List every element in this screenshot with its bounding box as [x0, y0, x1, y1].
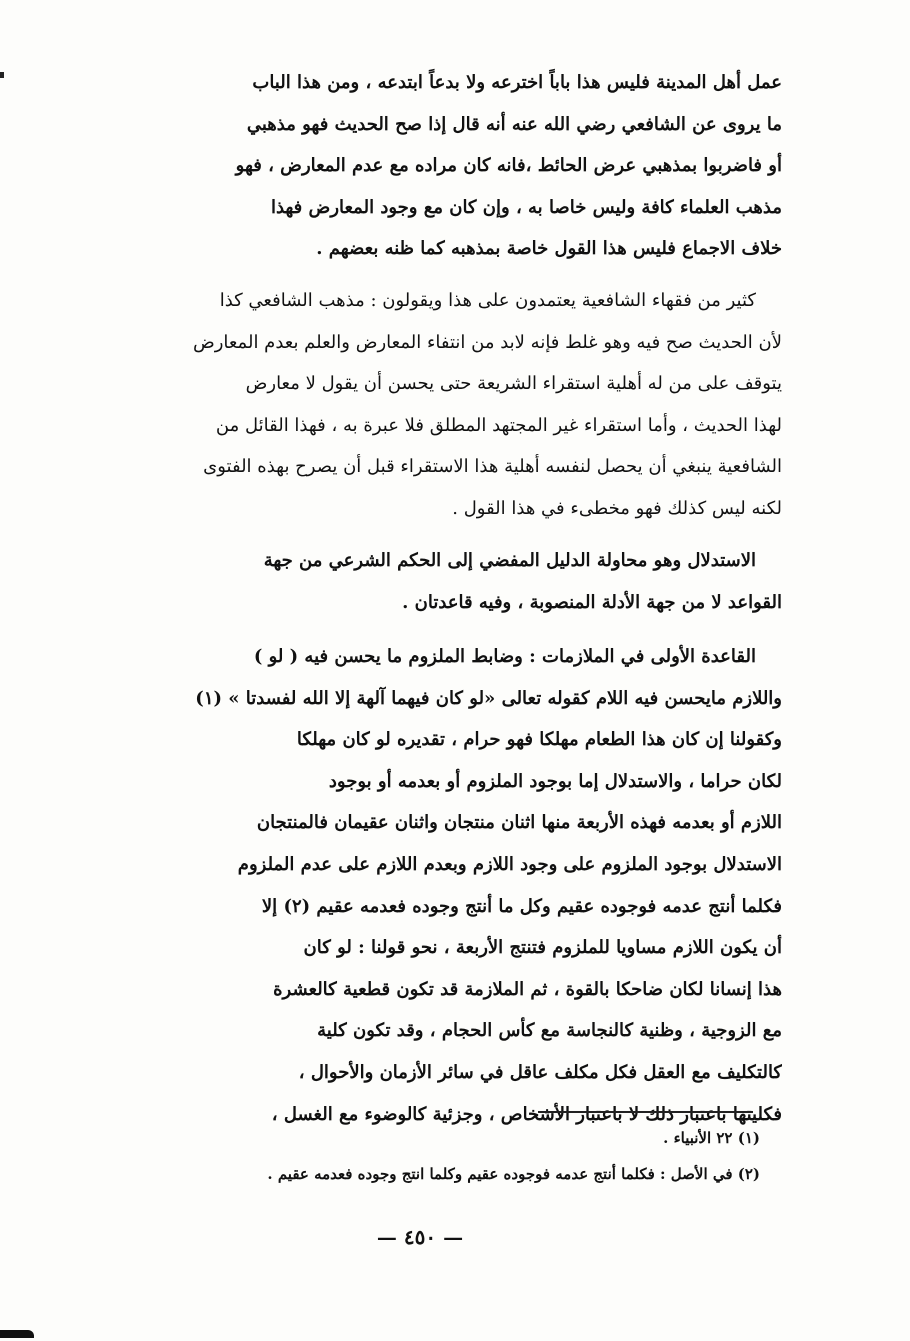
text-line: الاستدلال وهو محاولة الدليل المفضي إلى الحكم الشرعي من جهة	[263, 550, 756, 571]
footnote-1: (١) ٢٢ الأنبياء .	[663, 1129, 760, 1147]
paragraph-1	[110, 62, 782, 270]
text-line: خلاف الاجماع فليس هذا القول خاصة بمذهبه كما ظنه بعضهم .	[316, 238, 782, 260]
text-line: لأن الحديث صح فيه وهو غلط فإنه لابد من انتفاء المعارض والعلم بعدم المعارض	[192, 331, 782, 353]
text-line: هذا إنسانا لكان ضاحكا بالقوة ، ثم الملازمة قد تكون قطعية كالعشرة	[273, 978, 782, 1000]
text-line: مذهب العلماء كافة وليس خاصا به ، وإن كان مع وجود المعارض فهذا	[270, 196, 782, 218]
text-line: لكنه ليس كذلك فهو مخطىء في هذا القول .	[452, 497, 782, 519]
text-line: لهذا الحديث ، وأما استقراء غير المجتهد المطلق فلا عبرة به ، فهذا القائل من	[215, 414, 782, 436]
paragraph-4	[110, 636, 782, 1136]
scan-artifact-bottom	[0, 1330, 34, 1338]
text-line: واللازم مايحسن فيه اللام كقوله تعالى «لو كان فيهما آلهة إلا الله لفسدتا » (١)	[195, 687, 782, 709]
text-line: فكليتها باعتبار ذلك لا باعتبار الأشخاص ، وجزئية كالوضوء مع الغسل ،	[271, 1103, 782, 1125]
page-number: — ٤٥٠ —	[376, 1225, 464, 1249]
text-line: الشافعية ينبغي أن يحصل لنفسه أهلية هذا الاستقراء قبل أن يصرح بهذه الفتوى	[203, 456, 782, 478]
text-line: عمل أهل المدينة فليس هذا باباً اخترعه ولا بدعاً ابتدعه ، ومن هذا الباب	[252, 72, 782, 93]
main-text-block	[110, 62, 782, 1136]
text-line: مع الزوجية ، وظنية كالنجاسة مع كأس الحجام ، وقد تكون كلية	[317, 1020, 782, 1042]
paragraph-3	[110, 540, 782, 624]
text-line: أن يكون اللازم مساويا للملزوم فتنتج الأربعة ، نحو قولنا : لو كان	[303, 937, 782, 959]
text-line: ما يروى عن الشافعي رضي الله عنه أنه قال إذا صح الحديث فهو مذهبي	[246, 113, 782, 135]
text-line: الاستدلال بوجود الملزوم على وجود اللازم وبعدم اللازم على عدم الملزوم	[237, 853, 782, 875]
text-line: يتوقف على من له أهلية استقراء الشريعة حتى يحسن أن يقول لا معارض	[245, 373, 782, 395]
text-line: وكقولنا إن كان هذا الطعام مهلكا فهو حرام ، تقديره لو كان مهلكا	[296, 729, 782, 751]
text-line: القواعد لا من جهة الأدلة المنصوبة ، وفيه قاعدتان .	[402, 591, 782, 613]
paragraph-2	[110, 280, 782, 530]
text-line: أو فاضربوا بمذهبي عرض الحائط ،فانه كان مراده مع عدم المعارض ، فهو	[235, 155, 782, 177]
text-line: اللازم أو بعدمه فهذه الأربعة منها اثنان منتجان واثنان عقيمان فالمنتجان	[256, 812, 782, 834]
footnote-2: (٢) في الأصل : فكلما أنتج عدمه فوجوده عقيم وكلما انتج وجوده فعدمه عقيم .	[267, 1165, 760, 1183]
footnotes	[110, 1120, 760, 1192]
scan-artifact-top	[0, 72, 4, 78]
text-line: لكان حراما ، والاستدلال إما بوجود الملزوم أو بعدمه أو بوجود	[328, 770, 782, 792]
text-line: فكلما أنتج عدمه فوجوده عقيم وكل ما أنتج وجوده فعدمه عقيم (٢) إلا	[261, 895, 782, 917]
text-line: القاعدة الأولى في الملازمات : وضابط الملزوم ما يحسن فيه ( لو )	[253, 646, 756, 667]
text-line: كثير من فقهاء الشافعية يعتمدون على هذا ويقولون : مذهب الشافعي كذا	[219, 290, 756, 311]
footnote-divider	[538, 1111, 753, 1113]
text-line: كالتكليف مع العقل فكل مكلف عاقل في سائر الأزمان والأحوال ،	[298, 1061, 782, 1083]
